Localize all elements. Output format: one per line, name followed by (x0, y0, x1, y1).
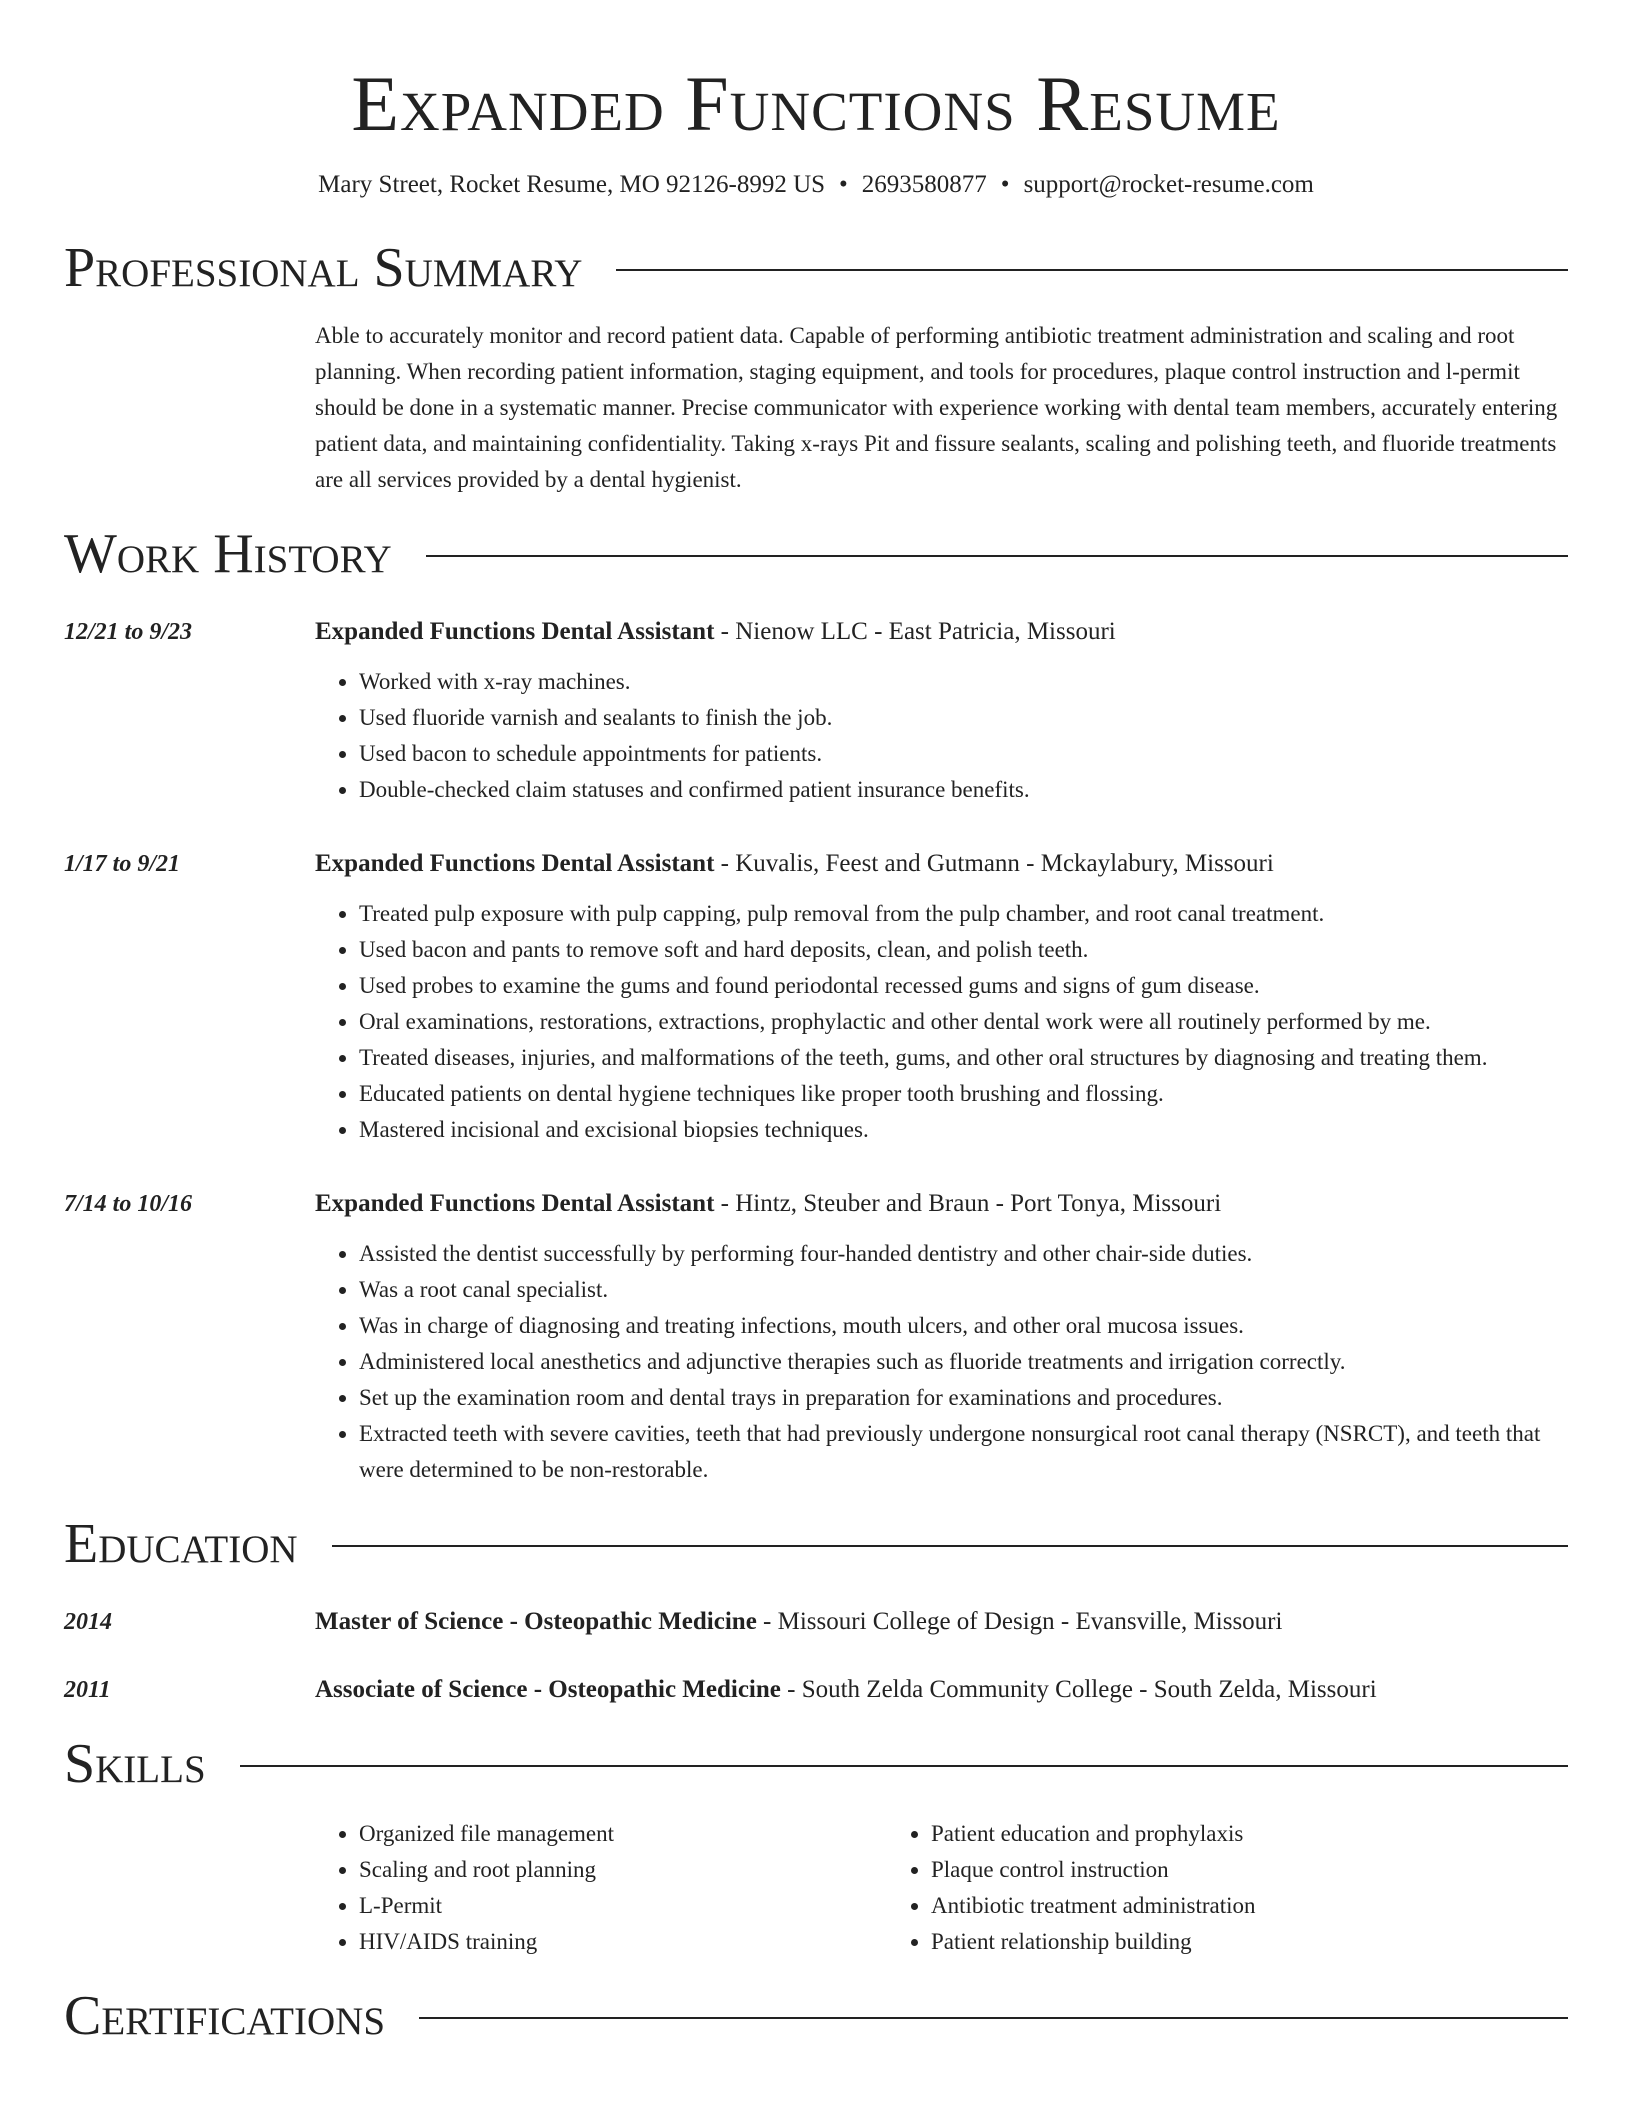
job-employer-location: - Nienow LLC - East Patricia, Missouri (714, 618, 1116, 645)
job-duty-item: • Worked with x-ray machines. (359, 664, 1568, 700)
skill-item: • Patient education and prophylaxis (931, 1816, 1459, 1852)
section-divider (616, 269, 1568, 271)
job-duty-item: • Set up the examination room and dental trays in preparation for examinations and procedures. (359, 1380, 1568, 1416)
work-section-header (64, 524, 1568, 584)
job-duty-item: • Was a root canal specialist. (359, 1272, 1568, 1308)
summary-section-header (64, 238, 1568, 298)
skill-item: • Antibiotic treatment administration (931, 1888, 1459, 1924)
job-title-line (315, 614, 1568, 650)
job-duty-item: • Was in charge of diagnosing and treating infections, mouth ulcers, and other oral mucosa issues. (359, 1308, 1568, 1344)
summary-heading: Professional Summary (64, 237, 583, 299)
job-duty-item: • Double-checked claim statuses and confirmed patient insurance benefits. (359, 772, 1568, 808)
job-duty-item: • Used bacon and pants to remove soft and hard deposits, clean, and polish teeth. (359, 932, 1568, 968)
job-employer-location: - Kuvalis, Feest and Gutmann - Mckaylabury, Missouri (714, 850, 1274, 877)
job-duty-item: • Assisted the dentist successfully by performing four-handed dentistry and other chair-side duties. (359, 1236, 1568, 1272)
job-duties-list (315, 1236, 1568, 1488)
skills-heading: Skills (64, 1733, 206, 1795)
separator-dot: • (1000, 171, 1010, 198)
education-date: 2011 (64, 1677, 111, 1703)
skills-section-header (64, 1734, 1568, 1794)
job-title: Expanded Functions Dental Assistant (315, 850, 715, 877)
work-entry (64, 1186, 1568, 1488)
skill-item: • Plaque control instruction (931, 1852, 1459, 1888)
summary-text: Able to accurately monitor and record patient data. Capable of performing antibiotic treatment administration and scaling and root planning. When recording patient information, staging equipment, and tools for procedures, plaque control instruction and l-permit should be done in a systematic manner. Precise communicator with experience working with dental team members, accurately entering patient data, and maintaining confidentiality. Taking x-rays Pit and fissure sealants, scaling and polishing teeth, and fluoride treatments are all services provided by a dental hygienist. (315, 323, 1558, 492)
job-duty-item: • Treated diseases, injuries, and malformations of the teeth, gums, and other oral structures by diagnosing and treating them. (359, 1040, 1568, 1076)
section-divider (240, 1765, 1568, 1767)
skill-item: • L-Permit (359, 1888, 887, 1924)
job-duty-item: • Extracted teeth with severe cavities, teeth that had previously undergone nonsurgical root canal therapy (NSRCT), and teeth that were determined to be non-restorable. (359, 1416, 1568, 1488)
work-heading: Work History (64, 523, 392, 585)
job-title-line (315, 846, 1568, 882)
degree-title: Associate of Science - Osteopathic Medicine (315, 1676, 781, 1703)
skill-item: • HIV/AIDS training (359, 1924, 887, 1960)
education-entry (64, 1604, 1568, 1640)
certifications-section-header (64, 1986, 1568, 2046)
job-duty-item: • Used probes to examine the gums and found periodontal recessed gums and signs of gum disease. (359, 968, 1568, 1004)
degree-line (315, 1604, 1568, 1640)
skills-column-right (887, 1816, 1459, 1960)
job-title: Expanded Functions Dental Assistant (315, 618, 715, 645)
school-location: - South Zelda Community College - South Zelda, Missouri (780, 1676, 1377, 1703)
work-entry (64, 846, 1568, 1148)
job-duties-list (315, 664, 1568, 808)
certifications-heading: Certifications (64, 1985, 386, 2047)
education-entry-body (315, 1604, 1568, 1640)
job-title-line (315, 1186, 1568, 1222)
education-heading: Education (64, 1513, 298, 1575)
email-text: support@rocket-resume.com (1023, 171, 1314, 198)
education-list (64, 1604, 1568, 1708)
section-divider (332, 1545, 1568, 1547)
skill-item: • Patient relationship building (931, 1924, 1459, 1960)
work-list (64, 614, 1568, 1488)
education-date: 2014 (64, 1609, 112, 1635)
job-title: Expanded Functions Dental Assistant (315, 1190, 715, 1217)
skill-item: • Organized file management (359, 1816, 887, 1852)
job-duty-item: • Oral examinations, restorations, extractions, prophylactic and other dental work were all routinely performed by me. (359, 1004, 1568, 1040)
separator-dot: • (839, 171, 848, 198)
phone-text: 2693580877 (861, 171, 987, 198)
job-duty-item: • Educated patients on dental hygiene techniques like proper tooth brushing and flossing. (359, 1076, 1568, 1112)
work-entry-body (315, 614, 1568, 808)
section-divider (419, 2017, 1568, 2019)
skills-grid (315, 1816, 1568, 1960)
work-entry-body (315, 846, 1568, 1148)
skills-column-left (315, 1816, 887, 1960)
job-duty-item: • Treated pulp exposure with pulp capping, pulp removal from the pulp chamber, and root canal treatment. (359, 896, 1568, 932)
resume-page (64, 0, 1568, 2046)
address-text: Mary Street, Rocket Resume, MO 92126-8992 US (318, 171, 826, 198)
job-duty-item: • Administered local anesthetics and adjunctive therapies such as fluoride treatments and irrigation correctly. (359, 1344, 1568, 1380)
job-employer-location: - Hintz, Steuber and Braun - Port Tonya, Missouri (714, 1190, 1222, 1217)
degree-line (315, 1672, 1568, 1708)
work-date: 1/17 to 9/21 (64, 851, 181, 877)
education-entry-body (315, 1672, 1568, 1708)
job-duties-list (315, 896, 1568, 1148)
section-divider (426, 555, 1568, 557)
job-duty-item: • Mastered incisional and excisional biopsies techniques. (359, 1112, 1568, 1148)
contact-line (64, 170, 1568, 200)
work-entry-body (315, 1186, 1568, 1488)
job-duty-item: • Used bacon to schedule appointments for patients. (359, 736, 1568, 772)
skill-item: • Scaling and root planning (359, 1852, 887, 1888)
resume-title: Expanded Functions Resume (351, 60, 1281, 147)
work-date: 12/21 to 9/23 (64, 619, 193, 645)
education-entry (64, 1672, 1568, 1708)
work-date: 7/14 to 10/16 (64, 1191, 193, 1217)
education-section-header (64, 1514, 1568, 1574)
school-location: - Missouri College of Design - Evansville, Missouri (756, 1608, 1283, 1635)
job-duty-item: • Used fluoride varnish and sealants to finish the job. (359, 700, 1568, 736)
degree-title: Master of Science - Osteopathic Medicine (315, 1608, 757, 1635)
work-entry (64, 614, 1568, 808)
